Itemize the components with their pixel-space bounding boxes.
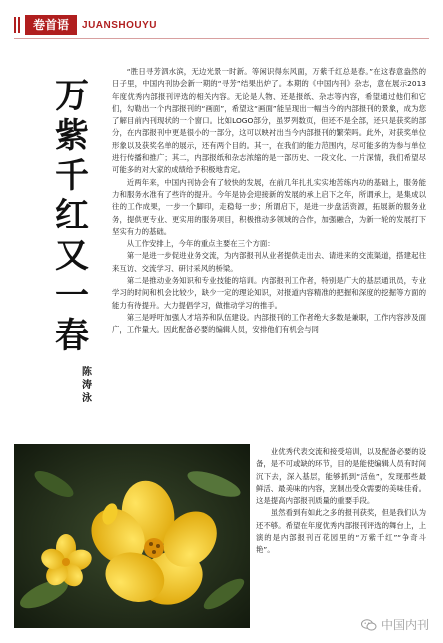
author-char: 泳 [82,393,92,404]
title-char: 又 [55,236,89,276]
yellow-flower-photo [14,444,250,628]
paragraph: 第三是呼吁加强人才培养和队伍建设。内部报刊的工作者绝大多数是兼职，工作内容涉及面广，工作量大。因此配备必要的编辑人员，安排他们有机会与同 [112,312,426,335]
flower-illustration [14,444,250,628]
title-char: 一 [55,276,89,316]
column-name: 卷首语 [25,15,77,35]
wechat-watermark [361,616,429,633]
article-body [112,66,426,337]
watermark-text: 中国内刊 [380,618,429,632]
author-char: 涛 [82,380,92,391]
column-name-pinyin: JUANSHOUYU [82,19,158,31]
article-author [80,366,94,405]
wechat-icon [361,619,377,631]
paragraph: “胜日寻芳泗水滨，无边光景一时新。等闲识得东风面，万紫千红总是春。”在这春意盎然的日子里，中国内刊协会新一期的“寻芳”结果出炉了。本期的《中国内刊》杂志，意在展示2013年度优秀内部报刊评选的相关内容。无论是人物、还是报纸、杂志等内容，希望通过他们和它们，勾勒出一个内部报刊的“画面”，希望这“画面”能呈现出一幅当今的内部报刊的景象，成为您了解目前内刊现状的一个窗口。比如LOGO部分，虽罗列数页，但还不是全部，还只是获奖的部分，在内部报刊中更是很小的一部分，这可以映衬出当今内部报刊的繁荣吗。此外，对获奖单位形象以及获奖名单的展示，还有两个目的。其一，在我们的能力范围内，尽可能多的为参与单位进行传播和推广；其二，内部报纸和杂志浓缩的是一部历史、一段文化、一片深情，我们希望尽可能多的对大家的成绩给予积极地肯定。 [112,67,426,175]
paragraph: 虽然看到有如此之多的报刊获奖，但是我们认为还不够。希望在年度优秀内部报刊评选的舞台上，上演的是内部报刊百花园里的“万紫千红”“争奇斗艳”。 [256,508,427,555]
header-bar-right [18,17,20,33]
column-header [14,14,157,36]
header-bar-left [14,17,16,33]
title-char: 万 [55,76,89,116]
paragraph: 第二是推动业务知识和专业技能的培训。内部报刊工作者，特别是广大的基层通讯员，专业学习的时间和机会比较少，缺少一定的理论知识，对报道内容精准的把握和深度的挖掘等方面的能力有待提升。大力提倡学习，做推动学习的推手。 [112,276,426,310]
title-char: 红 [55,196,89,236]
title-char: 千 [55,156,89,196]
paragraph: 近两年来，中国内刊协会有了较快的发展，在前几年扎扎实实地苦练内功的基础上，服务能力和服务水准有了些许的提升。今年是协会迎接新的发展的承上启下之年，所谓承上，是集成以往的工作成果，一步一个脚印，走稳每一步；所谓启下，是进一步盘活资源，拓展新的服务业务，提供更专业、更实用的服务项目，积极推动多领域的合作，加强融合，为新一轮的发展打下坚实有力的基础。 [112,177,426,236]
header-divider [14,38,429,39]
paragraph: 业优秀代表交流和接受培训，以及配备必要的设备，是不可或缺的环节，目的是能使编辑人员有时间沉下去，深入基层，能够抓到“活鱼”，发现那些最鲜活、最美味的内容，烹制出受众需要的美味佳肴。这是提高内部报刊质量的重要手段。 [256,447,427,506]
author-char: 陈 [82,367,92,378]
article-body-continued [256,446,426,557]
title-char: 紫 [55,116,89,156]
paragraph: 从工作安排上，今年的重点主要在三个方面： [126,239,275,249]
article-title [52,76,92,356]
paragraph: 第一是进一步促进业务交流，为内部报刊从业者提供走出去、请进来的交流渠道，搭建起往来互访、交流学习、研讨采风的桥梁。 [112,251,426,273]
title-char: 春 [55,316,89,356]
